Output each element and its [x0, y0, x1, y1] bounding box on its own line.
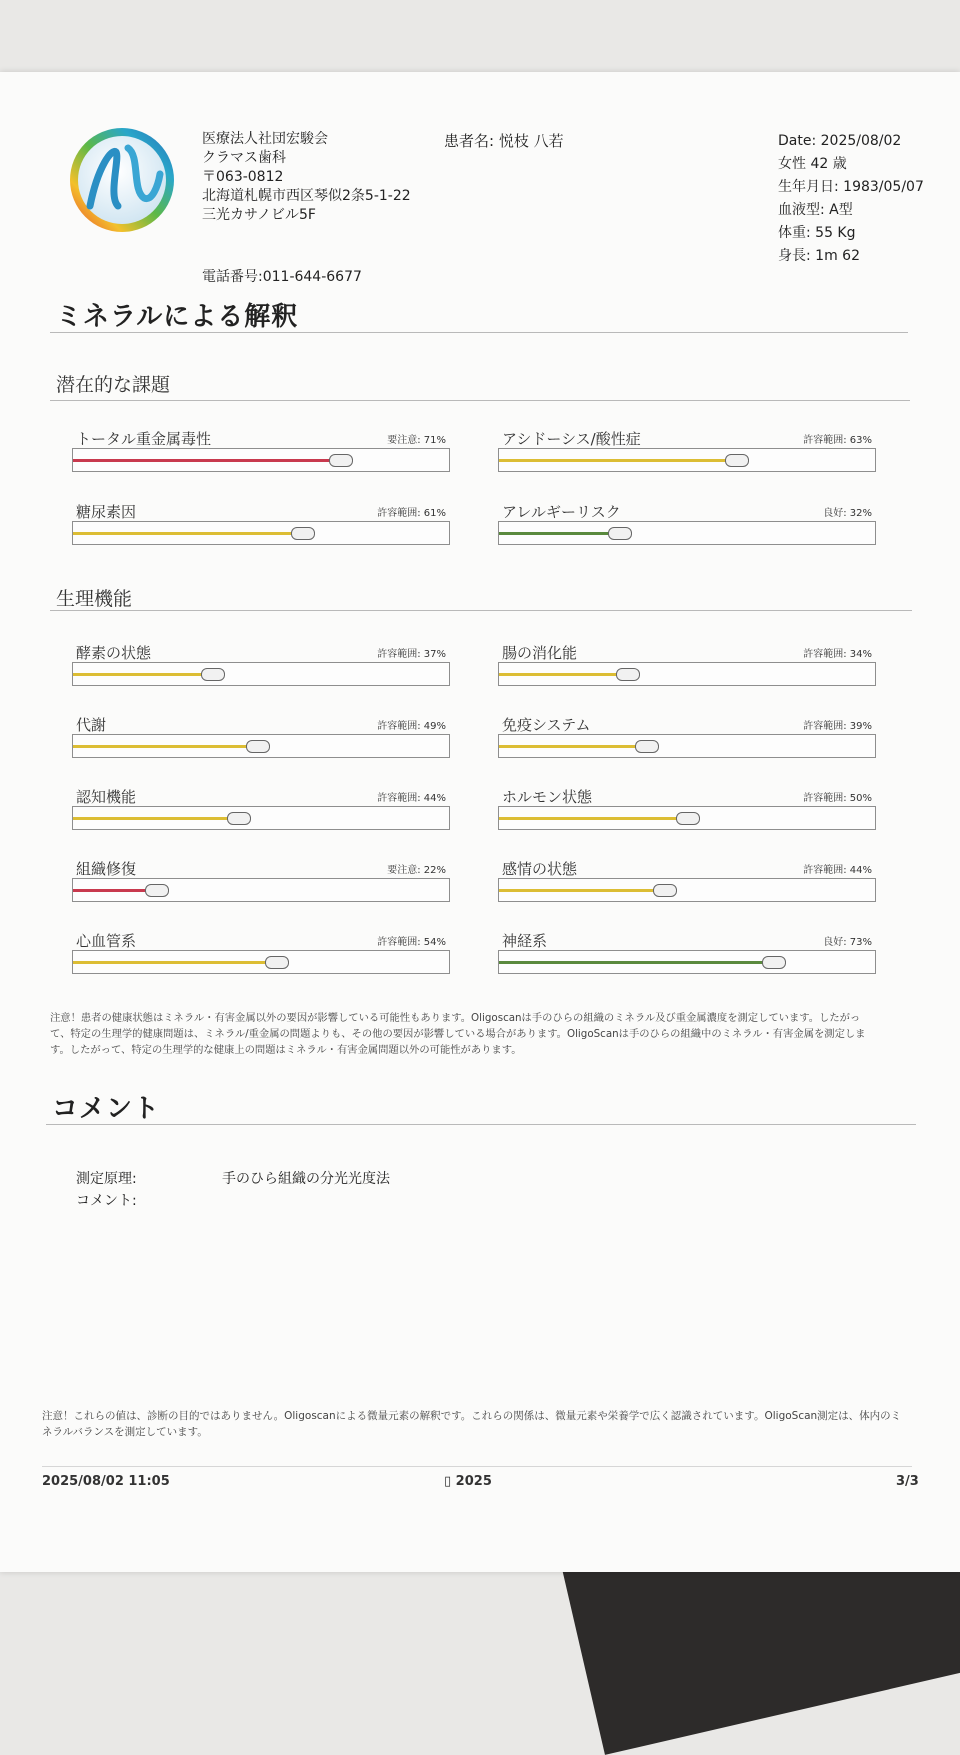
clinic-postal: 〒063-0812: [202, 169, 284, 185]
patient-info: [778, 130, 924, 268]
comment-label: コメント:: [76, 1193, 137, 1209]
metric-track: [72, 448, 450, 472]
clinic-logo-icon: [68, 126, 176, 234]
metric-track: [72, 878, 450, 902]
metric-name: アシドーシス/酸性症: [502, 430, 641, 448]
metric-bar: [72, 858, 450, 902]
metric-fill: [73, 532, 302, 535]
clinic-department: クラマス歯科: [202, 150, 286, 166]
metric-fill: [499, 459, 736, 462]
metric-fill: [499, 532, 619, 535]
metric-fill: [73, 673, 212, 676]
potential-section-title: 潜在的な課題: [56, 374, 171, 396]
metric-fill: [499, 745, 646, 748]
metric-status: 許容範囲: 50%: [803, 793, 872, 804]
metric-knob: [616, 668, 640, 681]
patient-sex-age: 女性 42 歳: [778, 156, 847, 172]
metric-knob: [246, 740, 270, 753]
metric-fill: [73, 961, 276, 964]
metric-track: [72, 734, 450, 758]
metric-status: 許容範囲: 61%: [377, 508, 446, 519]
metric-name: ホルモン状態: [502, 788, 593, 806]
metric-name: 酵素の状態: [76, 644, 152, 662]
metric-bar: [498, 786, 876, 830]
metric-fill: [499, 961, 773, 964]
metric-name: 神経系: [502, 932, 548, 950]
metric-knob: [676, 812, 700, 825]
mineral-section-title: ミネラルによる解釈: [56, 302, 299, 332]
divider: [42, 1466, 912, 1467]
metric-bar: [72, 501, 450, 545]
metric-track: [72, 950, 450, 974]
metric-bar: [498, 642, 876, 686]
metric-track: [498, 521, 876, 545]
metric-fill: [499, 817, 687, 820]
metric-knob: [635, 740, 659, 753]
metric-knob: [265, 956, 289, 969]
footer-copyright: ▯ 2025: [444, 1474, 492, 1489]
clinic-phone: 電話番号:011-644-6677: [202, 269, 362, 285]
clinic-building: 三光カサノビル5F: [202, 207, 316, 223]
report-page: [0, 72, 960, 1572]
metric-fill: [73, 459, 340, 462]
metric-knob: [145, 884, 169, 897]
metric-fill: [73, 817, 238, 820]
metric-name: 代謝: [76, 716, 107, 734]
metric-status: 要注意: 22%: [387, 865, 446, 876]
patient-blood-type: 血液型: A型: [778, 202, 853, 218]
clinic-address: 北海道札幌市西区琴似2条5-1-22: [202, 188, 411, 204]
divider: [50, 400, 910, 401]
metric-track: [72, 806, 450, 830]
metric-bar: [72, 786, 450, 830]
divider: [50, 610, 912, 611]
metric-knob: [329, 454, 353, 467]
metric-name: 組織修復: [76, 860, 137, 878]
metric-status: 許容範囲: 39%: [803, 721, 872, 732]
metric-knob: [725, 454, 749, 467]
metric-status: 良好: 32%: [823, 508, 872, 519]
metric-status: 許容範囲: 44%: [377, 793, 446, 804]
disclaimer-note: 注意！患者の健康状態はミネラル・有害金属以外の要因が影響している可能性もあります。Oligoscanは手のひらの組織のミネラル及び重金属濃度を測定しています。したがって、特定の生理学的健康問題は、ミネラル/重金属の問題よりも、その他の要因が影響している場合があります。OligoScanは手のひらの組織中のミネラル・有害金属を測定します。したがって、特定の生理学的な健康上の問題はミネラル・有害金属問題以外の可能性があります。: [50, 1012, 866, 1056]
metric-knob: [291, 527, 315, 540]
metric-knob: [653, 884, 677, 897]
principle-value: 手のひら組織の分光光度法: [222, 1171, 390, 1187]
patient-birthdate: 生年月日: 1983/05/07: [778, 179, 924, 195]
footer-datetime: 2025/08/02 11:05: [42, 1474, 170, 1489]
metric-status: 許容範囲: 34%: [803, 649, 872, 660]
report-date: Date: 2025/08/02: [778, 133, 902, 149]
metric-status: 許容範囲: 49%: [377, 721, 446, 732]
metric-track: [72, 662, 450, 686]
metric-name: 認知機能: [76, 788, 137, 806]
metric-name: アレルギーリスク: [502, 503, 621, 521]
footer-page-number: 3/3: [896, 1474, 919, 1489]
metric-status: 許容範囲: 44%: [803, 865, 872, 876]
metric-fill: [499, 889, 664, 892]
metric-status: 要注意: 71%: [387, 435, 446, 446]
divider: [50, 332, 908, 333]
metric-name: 心血管系: [76, 932, 137, 950]
divider: [46, 1124, 916, 1125]
comment-section-title: コメント: [52, 1094, 161, 1124]
metric-status: 良好: 73%: [823, 937, 872, 948]
patient-name: 患者名: 悦枝 八若: [444, 132, 564, 150]
metric-status: 許容範囲: 54%: [377, 937, 446, 948]
metric-bar: [498, 428, 876, 472]
metric-track: [498, 448, 876, 472]
metric-track: [498, 734, 876, 758]
metric-knob: [201, 668, 225, 681]
metric-track: [498, 950, 876, 974]
clinic-info: [202, 130, 411, 225]
metric-bar: [498, 930, 876, 974]
metric-fill: [499, 673, 627, 676]
metric-bar: [72, 642, 450, 686]
metric-bar: [72, 930, 450, 974]
metric-track: [498, 878, 876, 902]
principle-label: 測定原理:: [76, 1171, 137, 1187]
metric-fill: [73, 889, 156, 892]
physiology-section-title: 生理機能: [56, 588, 133, 610]
metric-name: 腸の消化能: [502, 644, 578, 662]
metric-fill: [73, 745, 257, 748]
metric-bar: [498, 501, 876, 545]
metric-bar: [498, 714, 876, 758]
metric-track: [72, 521, 450, 545]
metric-knob: [227, 812, 251, 825]
metric-status: 許容範囲: 37%: [377, 649, 446, 660]
clinic-name: 医療法人社団宏駿会: [202, 131, 328, 147]
metric-track: [498, 806, 876, 830]
metric-bar: [72, 428, 450, 472]
metric-name: トータル重金属毒性: [76, 430, 212, 448]
metric-track: [498, 662, 876, 686]
metric-name: 糖尿素因: [76, 503, 137, 521]
metric-bar: [72, 714, 450, 758]
metric-name: 免疫システム: [502, 716, 591, 734]
metric-name: 感情の状態: [502, 860, 578, 878]
patient-height: 身長: 1m 62: [778, 248, 860, 264]
patient-weight: 体重: 55 Kg: [778, 225, 856, 241]
diagnostic-disclaimer: 注意！これらの値は、診断の目的ではありません。Oligoscanによる微量元素の解釈です。これらの関係は、微量元素や栄養学で広く認識されています。OligoScan測定は、体内のミネラルバランスを測定しています。: [42, 1410, 902, 1438]
metric-knob: [762, 956, 786, 969]
metric-knob: [608, 527, 632, 540]
metric-bar: [498, 858, 876, 902]
metric-status: 許容範囲: 63%: [803, 435, 872, 446]
